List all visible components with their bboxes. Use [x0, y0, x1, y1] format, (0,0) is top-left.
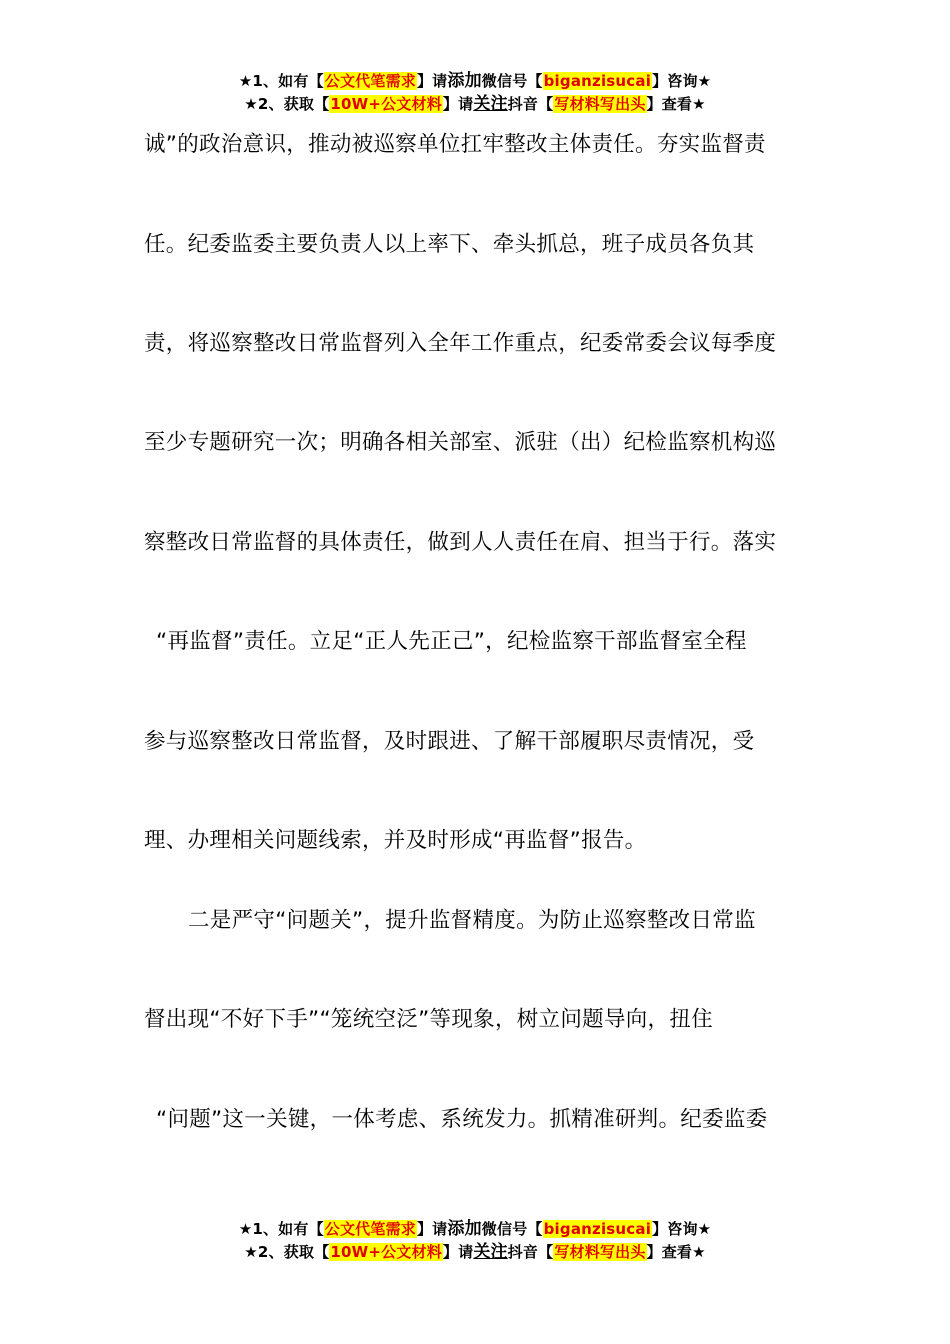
footer-banner: [0, 1218, 950, 1264]
banner-text: ★2、获取【: [244, 95, 330, 113]
banner-highlight: 10W+公文材料: [330, 1243, 442, 1261]
banner-highlight: 公文代笔需求: [324, 1220, 416, 1238]
wechat-id-highlight: biganzisucai: [543, 72, 652, 90]
banner-text: 微信号【: [481, 72, 543, 90]
banner-text: 】查看★: [646, 1243, 706, 1261]
banner-line-1: [0, 70, 950, 93]
banner-text: 】请: [442, 1243, 474, 1261]
douyin-account-highlight: 写材料写出头: [554, 1243, 646, 1261]
banner-line-1: [0, 1218, 950, 1241]
paragraph-line: 理、办理相关问题线索，并及时形成“再监督”报告。: [144, 828, 647, 853]
banner-highlight: 公文代笔需求: [324, 72, 416, 90]
paragraph-first-line: 二是严守“问题关”，提升监督精度。为防止巡察整改日常监: [188, 908, 756, 933]
banner-text: 】咨询★: [652, 72, 712, 90]
paragraph-line: 督出现“不好下手”“笼统空泛”等现象，树立问题导向，扭住: [144, 1007, 713, 1032]
banner-emphasis: 添加: [447, 1219, 482, 1239]
banner-text: 】请: [416, 1220, 448, 1238]
paragraph-line: “问题”这一关键，一体考虑、系统发力。抓精准研判。纪委监委: [156, 1107, 768, 1132]
paragraph-line: 任。纪委监委主要负责人以上率下、牵头抓总，班子成员各负其: [144, 232, 755, 257]
banner-text: 抖音【: [507, 95, 554, 113]
douyin-account-highlight: 写材料写出头: [554, 95, 646, 113]
banner-emphasis: 关注: [473, 1242, 508, 1262]
banner-text: 微信号【: [481, 1220, 543, 1238]
banner-text: 】请: [442, 95, 474, 113]
banner-text: ★1、如有【: [238, 72, 324, 90]
banner-highlight: 10W+公文材料: [330, 95, 442, 113]
paragraph-line: 责，将巡察整改日常监督列入全年工作重点，纪委常委会议每季度: [144, 331, 777, 356]
paragraph-line: 诚”的政治意识，推动被巡察单位扛牢整改主体责任。夯实监督责: [144, 132, 766, 157]
banner-text: 】查看★: [646, 95, 706, 113]
banner-text: ★2、获取【: [244, 1243, 330, 1261]
banner-emphasis: 关注: [473, 94, 508, 114]
wechat-id-highlight: biganzisucai: [543, 1220, 652, 1238]
banner-text: 】咨询★: [652, 1220, 712, 1238]
banner-text: 抖音【: [507, 1243, 554, 1261]
banner-text: 】请: [416, 72, 448, 90]
paragraph-line: “再监督”责任。立足“正人先正己”，纪检监察干部监督室全程: [156, 629, 747, 654]
paragraph-line: 察整改日常监督的具体责任，做到人人责任在肩、担当于行。落实: [144, 530, 777, 555]
banner-line-2: [0, 1241, 950, 1264]
paragraph-line: 参与巡察整改日常监督，及时跟进、了解干部履职尽责情况，受: [144, 729, 755, 754]
paragraph-line: 至少专题研究一次；明确各相关部室、派驻（出）纪检监察机构巡: [144, 430, 777, 455]
banner-text: ★1、如有【: [238, 1220, 324, 1238]
header-banner: [0, 70, 950, 116]
banner-emphasis: 添加: [447, 71, 482, 91]
banner-line-2: [0, 93, 950, 116]
